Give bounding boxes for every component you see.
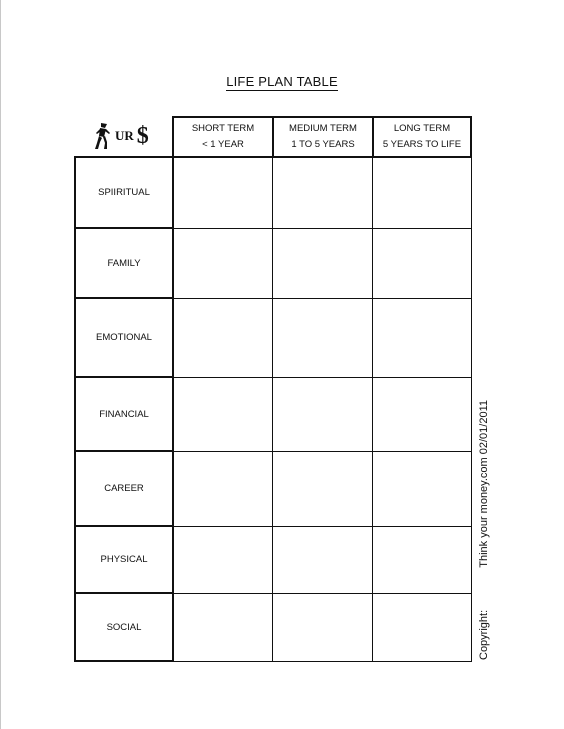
plan-cell[interactable]: [273, 157, 373, 228]
label-column-border: [172, 156, 174, 662]
row-label-physical: PHYSICAL: [100, 554, 148, 565]
plan-cell[interactable]: [373, 157, 471, 228]
copyright-text: Think your money.com 02/01/2011: [478, 400, 490, 568]
label-column-border: [74, 156, 76, 662]
column-header-range: 5 YEARS TO LIFE: [382, 139, 462, 150]
plan-cell[interactable]: [173, 228, 273, 298]
header-border: [272, 116, 274, 158]
label-column-border: [74, 592, 174, 594]
plan-cell[interactable]: [173, 526, 273, 593]
page-title: [0, 74, 564, 91]
plan-cell[interactable]: [373, 451, 471, 526]
column-header-name: SHORT TERM: [191, 123, 255, 134]
plan-cell[interactable]: [173, 593, 273, 661]
plan-cell[interactable]: [273, 593, 373, 661]
plan-cell[interactable]: [373, 298, 471, 377]
label-column-border: [74, 525, 174, 527]
row-label-spiritual: SPIIRITUAL: [98, 187, 150, 198]
plan-cell[interactable]: [373, 526, 471, 593]
header-border: [372, 116, 374, 158]
plan-cell[interactable]: [273, 377, 373, 451]
logo-ur-text: UR: [115, 128, 134, 143]
label-column-border: [74, 660, 174, 662]
plan-cell[interactable]: [373, 228, 471, 298]
plan-cell[interactable]: [173, 298, 273, 377]
row-label-financial: FINANCIAL: [99, 408, 149, 420]
label-column-border: [74, 297, 174, 299]
grid-line: [173, 451, 471, 452]
plan-cell[interactable]: [173, 157, 273, 228]
logo: [93, 120, 153, 152]
title-text: LIFE PLAN TABLE: [226, 74, 338, 89]
header-border: [172, 156, 472, 158]
column-header-name: LONG TERM: [393, 123, 451, 134]
grid-line: [173, 593, 471, 594]
walking-figure-icon: [93, 121, 113, 151]
column-header-range: < 1 YEAR: [202, 139, 244, 150]
label-column-border: [74, 376, 174, 378]
header-border: [172, 116, 174, 158]
grid-line: [173, 661, 472, 662]
grid-line: [173, 298, 471, 299]
column-header-long-term: [373, 117, 471, 157]
row-label-emotional: EMOTIONAL: [96, 332, 152, 343]
grid-line: [173, 377, 471, 378]
plan-cell[interactable]: [273, 228, 373, 298]
plan-cell[interactable]: [273, 298, 373, 377]
plan-cell[interactable]: [273, 451, 373, 526]
plan-cell[interactable]: [273, 526, 373, 593]
plan-cell[interactable]: [373, 593, 471, 661]
grid-line: [272, 157, 273, 661]
grid-line: [372, 157, 373, 661]
header-border: [172, 116, 472, 118]
plan-cell[interactable]: [173, 377, 273, 451]
grid-line: [173, 228, 471, 229]
column-header-range: 1 TO 5 YEARS: [291, 139, 355, 150]
header-border: [470, 116, 472, 158]
label-column-border: [74, 450, 174, 452]
row-label-social: SOCIAL: [106, 621, 142, 633]
page-edge: [0, 0, 1, 729]
label-column-border: [74, 156, 174, 158]
column-header-short-term: [173, 117, 273, 157]
copyright-note: [478, 400, 490, 660]
plan-cell[interactable]: [373, 377, 471, 451]
column-header-name: MEDIUM TERM: [289, 123, 357, 134]
logo-dollar-sign: $: [136, 123, 149, 149]
label-column-border: [74, 227, 174, 229]
column-header-medium-term: [273, 117, 373, 157]
grid-line: [471, 157, 472, 662]
row-label-family: FAMILY: [107, 257, 141, 269]
row-label-career: CAREER: [104, 483, 144, 494]
plan-cell[interactable]: [173, 451, 273, 526]
copyright-label: Copyright:: [478, 609, 490, 660]
grid-line: [173, 526, 471, 527]
